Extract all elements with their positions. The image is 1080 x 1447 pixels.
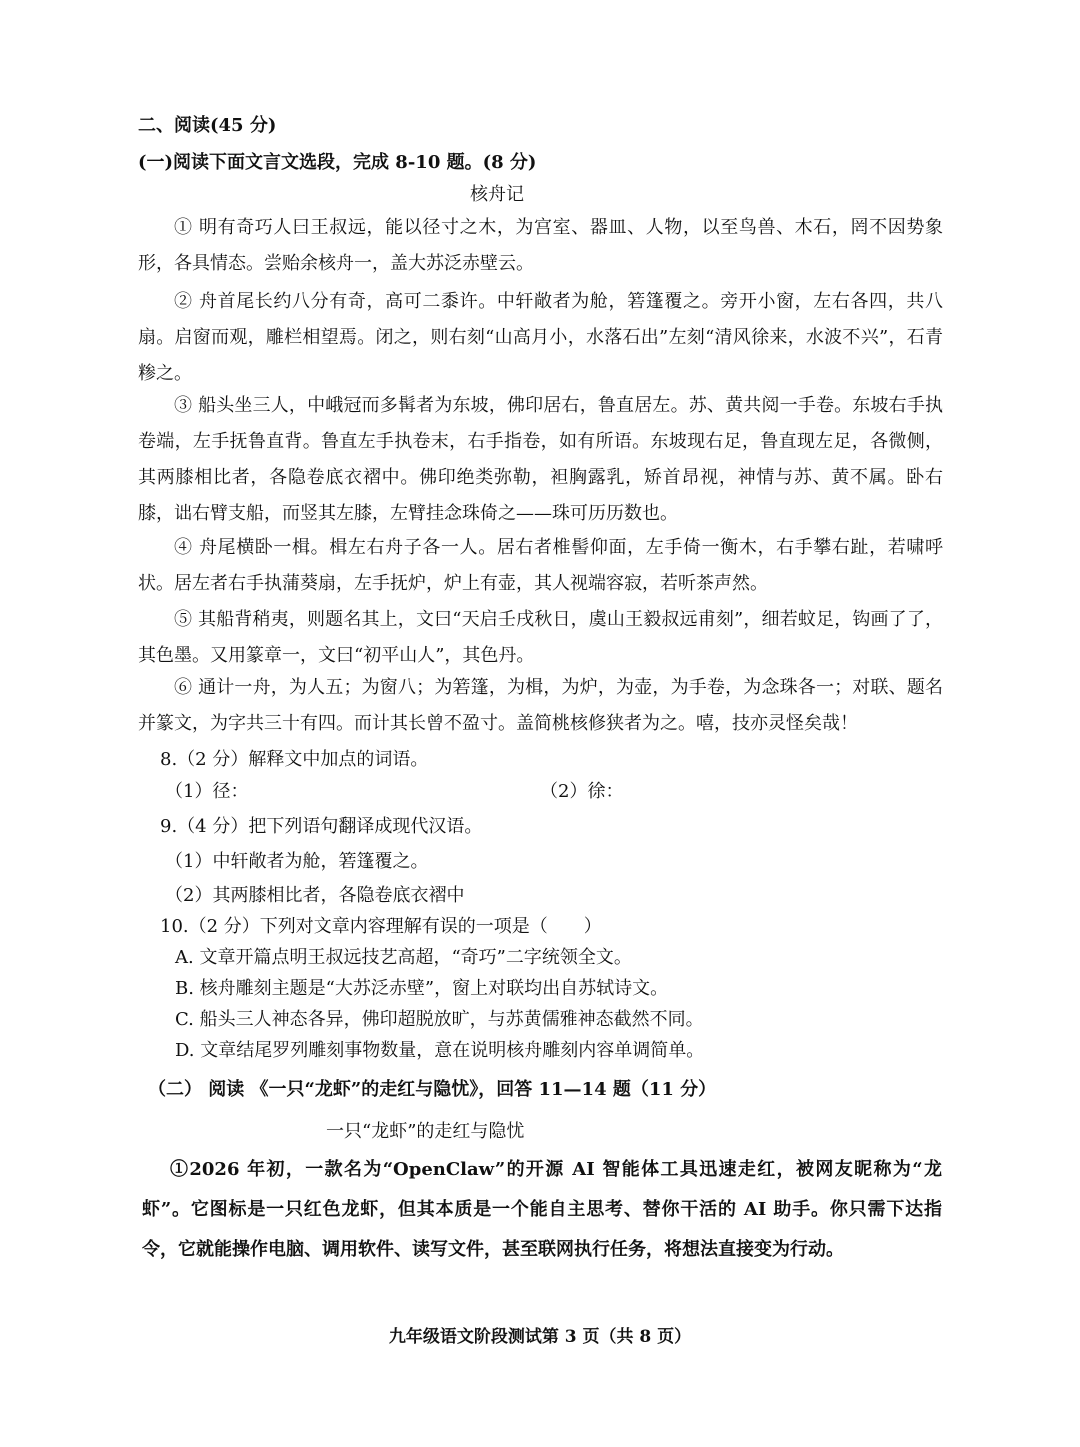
part1-title: 核舟记 <box>470 184 524 205</box>
page-footer: 九年级语文阶段测试第 3 页（共 8 页） <box>388 1327 692 1347</box>
question-10-option-b: B. 核舟雕刻主题是“大苏泛赤壁”，窗上对联均出自苏轼诗文。 <box>175 978 669 999</box>
question-9-item-2: （2）其两膝相比者，各隐卷底衣褶中 <box>165 885 465 906</box>
question-9-stem: 9.（4 分）把下列语句翻译成现代汉语。 <box>160 816 483 837</box>
question-10-option-a: A. 文章开篇点明王叔远技艺高超，“奇巧”二字统领全文。 <box>175 947 632 968</box>
passage-paragraph-2: ② 舟首尾长约八分有奇，高可二黍许。中轩敞者为舱，箬篷覆之。旁开小窗，左右各四，共八扇。启窗而观，雕栏相望焉。闭之，则右刻“山高月小，水落石出”左刻“清风徐来，水波不兴”，石青糁之。 <box>138 291 943 384</box>
passage-paragraph-4: ④ 舟尾横卧一楫。楫左右舟子各一人。居右者椎髻仰面，左手倚一衡木，右手攀右趾，若啸呼状。居左者右手执蒲葵扇，左手抚炉，炉上有壶，其人视端容寂，若听茶声然。 <box>138 537 943 594</box>
question-10-option-c: C. 船头三人神态各异，佛印超脱放旷，与苏黄儒雅神态截然不同。 <box>175 1009 704 1030</box>
question-8-item-2: （2）徐： <box>540 781 624 802</box>
passage-paragraph-5: ⑤ 其船背稍夷，则题名其上，文曰“天启壬戌秋日，虞山王毅叔远甫刻”，细若蚊足，钩画了了，其色墨。又用篆章一，文曰“初平山人”，其色丹。 <box>138 609 943 666</box>
question-10-stem: 10.（2 分）下列对文章内容理解有误的一项是（ ） <box>160 916 602 937</box>
part2-instruction: （二） 阅读 《一只“龙虾”的走红与隐忧》，回答 11—14 题（11 分） <box>148 1079 717 1100</box>
passage-paragraph-1: ① 明有奇巧人曰王叔远，能以径寸之木，为宫室、器皿、人物，以至鸟兽、木石，罔不因势象形，各具情态。尝贻余核舟一，盖大苏泛赤壁云。 <box>138 217 943 274</box>
passage-paragraph-6: ⑥ 通计一舟，为人五；为窗八；为箬篷，为楫，为炉，为壶，为手卷，为念珠各一；对联、题名并篆文，为字共三十有四。而计其长曾不盈寸。盖简桃核修狭者为之。嘻，技亦灵怪矣哉！ <box>138 677 943 734</box>
question-8-stem: 8.（2 分）解释文中加点的词语。 <box>160 749 429 770</box>
question-8-item-1: （1）径： <box>165 781 249 802</box>
part2-paragraph-1: ①2026 年初，一款名为“OpenClaw”的开源 AI 智能体工具迅速走红，被网友昵称为“龙虾”。它图标是一只红色龙虾，但其本质是一个能自主思考、替你干活的 AI 助手。你只需下达指令，它就能操作电脑、调用软件、读写文件，甚至联网执行任务，将想法直接变为行动。 <box>142 1159 942 1260</box>
part2-title: 一只“龙虾”的走红与隐忧 <box>326 1121 525 1142</box>
question-9-item-1: （1）中轩敞者为舱，箬篷覆之。 <box>165 851 429 872</box>
section-heading: 二、阅读(45 分) <box>138 115 277 136</box>
part1-instruction: (一)阅读下面文言文选段，完成 8-10 题。(8 分) <box>138 152 537 173</box>
passage-paragraph-3: ③ 船头坐三人，中峨冠而多髯者为东坡，佛印居右，鲁直居左。苏、黄共阅一手卷。东坡右手执卷端，左手抚鲁直背。鲁直左手执卷末，右手指卷，如有所语。东坡现右足，鲁直现左足，各微侧，其两膝相比者，各隐卷底衣褶中。佛印绝类弥勒，袒胸露乳，矫首昂视，神情与苏、黄不属。卧右膝，诎右臂支船，而竖其左膝，左臂挂念珠倚之——珠可历历数也。 <box>138 395 943 524</box>
question-10-option-d: D. 文章结尾罗列雕刻事物数量，意在说明核舟雕刻内容单调简单。 <box>175 1040 705 1061</box>
